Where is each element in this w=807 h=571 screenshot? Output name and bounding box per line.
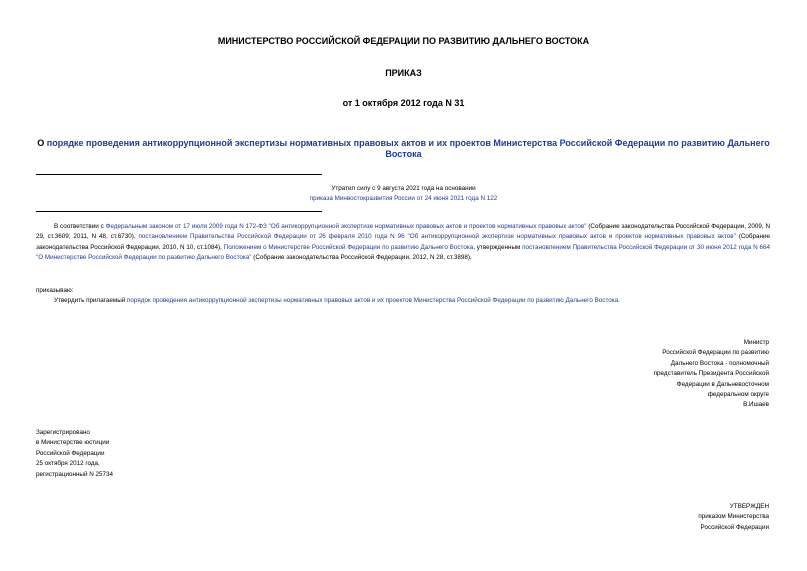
- order-word: приказываю:: [36, 287, 74, 294]
- signature-line: Министр: [743, 339, 769, 346]
- date-number-heading: от 1 октября 2012 года N 31: [342, 98, 465, 108]
- signature-line: Дальнего Востока - полномочный: [670, 359, 769, 367]
- approved-block: [698, 502, 769, 533]
- title-prefix: О: [37, 138, 47, 148]
- doc-type-heading: ПРИКАЗ: [385, 68, 422, 78]
- title-link[interactable]: порядке проведения антикоррупционной экспертизы нормативных правовых актов и их проектов Министерства Российской Федерации по развитию Дальнего Востока: [46, 138, 770, 159]
- signature-name: В.Ишаев: [743, 401, 769, 409]
- registration-block: [36, 428, 113, 480]
- status-link[interactable]: приказа Минвостокразвития России от 24 июня 2021 года N 122: [309, 195, 498, 203]
- government-resolution-664-link[interactable]: постановлением Правительства Российской Федерации от 30 июня 2012 года N 664 "О Министерстве Российской Федерации по развитию Дальнего Востока": [36, 243, 770, 262]
- registration-line: регистрационный N 25734: [36, 470, 114, 478]
- document-title: [36, 138, 771, 160]
- registration-line: Зарегистрировано: [36, 429, 90, 436]
- preamble-text: (Собрание законодательства Российской Федерации, 2012, N 28, ст.3898),: [251, 254, 472, 262]
- bottom-rule: [36, 211, 322, 212]
- ministry-regulation-link[interactable]: Положением о Министерстве Российской Федерации по развитию Дальнего Востока: [223, 243, 474, 251]
- signature-block: [654, 338, 769, 411]
- approved-heading: УТВЕРЖДЕН: [729, 503, 769, 510]
- preamble-text: , утвержденным: [473, 243, 523, 251]
- approved-line: приказом Министерства: [698, 513, 769, 521]
- approve-text: Утвердить прилагаемый: [54, 297, 128, 304]
- status-line: Утратил силу с 9 августа 2021 года на основании: [331, 185, 476, 192]
- government-resolution-96-link[interactable]: постановлением Правительства Российской Федерации от 26 февраля 2010 года N 96 "Об антикоррупционной экспертизе нормативных правовых актов и проектов нормативных правовых актов": [138, 233, 736, 241]
- procedure-link[interactable]: порядок проведения антикоррупционной экспертизы нормативных правовых актов и их проектов Министерства Российской Федерации по развитию Дальнего Востока: [127, 297, 619, 304]
- approve-paragraph: [54, 296, 770, 306]
- signature-line: Федерации в Дальневосточном: [676, 380, 769, 388]
- approved-line: Российской Федерации: [700, 523, 769, 531]
- approve-text: .: [618, 297, 620, 304]
- registration-line: 25 октября 2012 года,: [36, 460, 100, 468]
- signature-line: федеральном округе: [707, 391, 769, 399]
- registration-line: в Министерстве юстиции: [36, 439, 110, 447]
- preamble-text: (Собрание законодательства Российской Федерации, 2009, N 29, ст.3609; 2011, N 48, ст.6730),: [36, 223, 771, 241]
- preamble-paragraph: [36, 222, 770, 264]
- registration-line: Российской Федерации: [36, 449, 105, 457]
- signature-line: Российской Федерации по развитию: [662, 349, 769, 357]
- ministry-heading: МИНИСТЕРСТВО РОССИЙСКОЙ ФЕДЕРАЦИИ ПО РАЗВИТИЮ ДАЛЬНЕГО ВОСТОКА: [217, 36, 590, 46]
- federal-law-link[interactable]: Федеральным законом от 17 июля 2009 года N 172-ФЗ "Об антикоррупционной экспертизе нормативных правовых актов и проектов нормативных правовых актов": [105, 223, 587, 230]
- preamble-text: (Собрание законодательства Российской Федерации, 2010, N 10, ст.1084),: [36, 233, 771, 251]
- preamble-text: В соответствии с: [54, 223, 106, 230]
- signature-line: представитель Президента Российской: [653, 370, 769, 378]
- top-rule: [36, 174, 322, 175]
- status-block: [0, 184, 807, 205]
